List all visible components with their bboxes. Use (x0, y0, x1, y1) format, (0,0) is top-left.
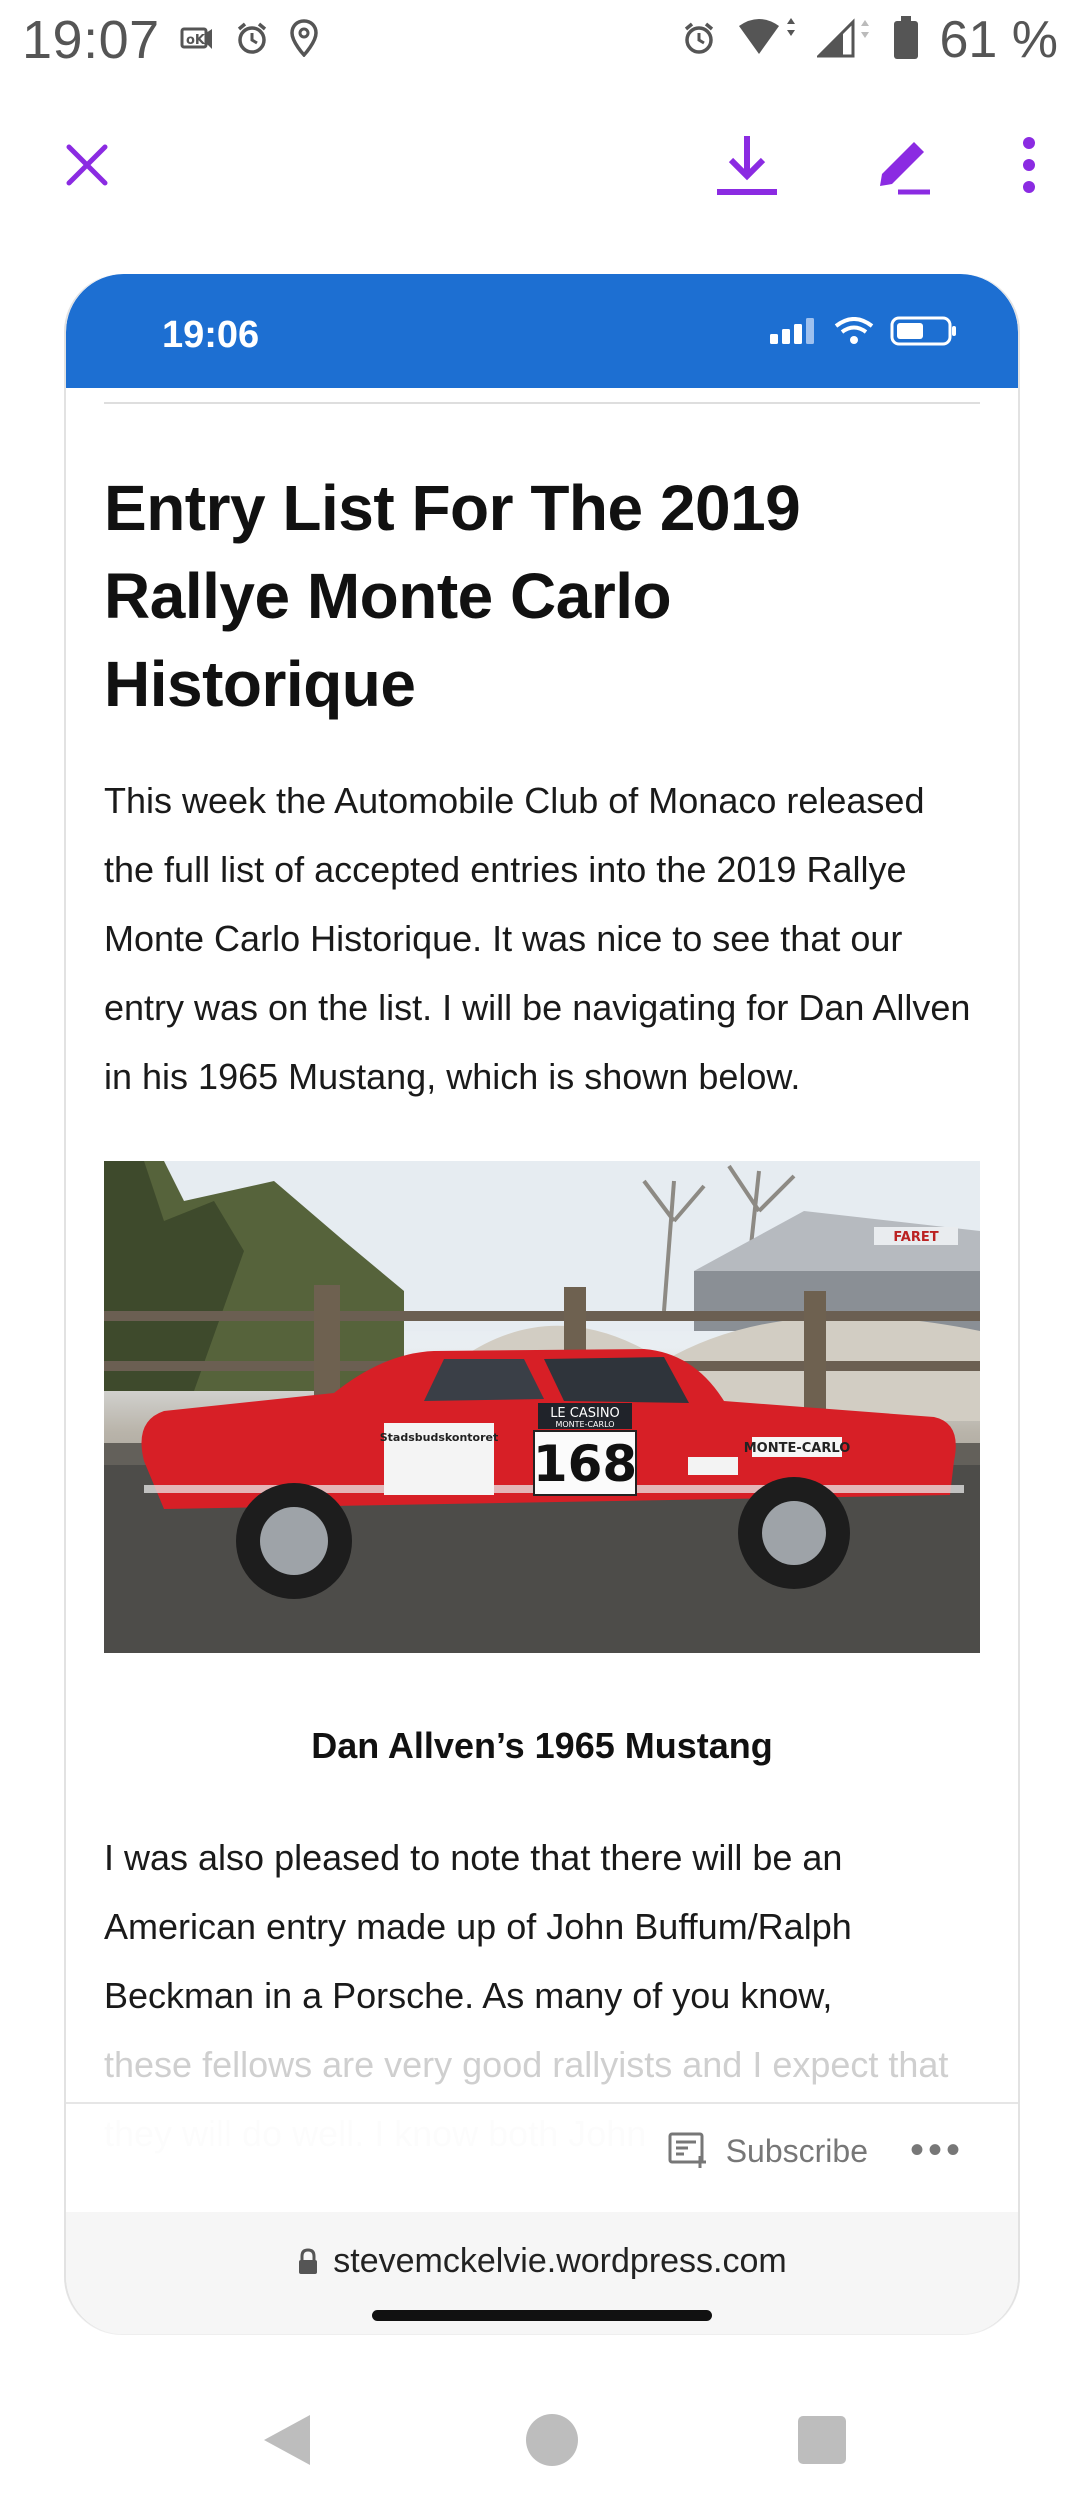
download-icon (715, 132, 779, 198)
system-status-bar (0, 0, 1080, 80)
nav-recents-button[interactable] (782, 2400, 862, 2480)
subscribe-bar (66, 2102, 1018, 2214)
recents-square-icon (796, 2414, 848, 2466)
location-icon (290, 19, 318, 62)
download-button[interactable] (712, 130, 782, 200)
building-sign: FARET (893, 1230, 939, 1245)
subscribe-label: Subscribe (725, 2132, 868, 2169)
blog-article (104, 464, 980, 2168)
casino-plaque-sub: MONTE-CARLO (555, 1420, 615, 1429)
article-paragraph-2: I was also pleased to note that there will be an American entry made up of John Buffum/Ralph Beckman in a Porsche. As many of you know, (104, 1837, 852, 2016)
ringtone-icon (180, 23, 214, 58)
close-icon (63, 141, 111, 189)
mustang-illustration (104, 1161, 980, 1653)
screenshot-preview (64, 274, 1020, 2334)
edit-icon (868, 132, 934, 198)
nav-back-button[interactable] (246, 2400, 326, 2480)
casino-plaque: LE CASINO (550, 1406, 620, 1421)
home-circle-icon (524, 2412, 580, 2468)
screenshot-toolbar (0, 110, 1080, 220)
android-nav-bar (0, 2400, 1080, 2520)
mustang-photo[interactable] (104, 1161, 980, 1653)
home-indicator[interactable] (372, 2310, 712, 2321)
signal-icon (817, 18, 873, 63)
wifi-icon (834, 317, 874, 345)
close-button[interactable] (52, 130, 122, 200)
battery-percent: 61 % (939, 11, 1058, 69)
article-paragraph-2-faded: these fellows are very good rallyists and I expect that (104, 2044, 949, 2085)
ios-status-bar (66, 274, 1018, 388)
edit-button[interactable] (866, 130, 936, 200)
system-time: 19:07 (22, 10, 160, 70)
more-vert-icon (1019, 135, 1039, 195)
back-triangle-icon (258, 2411, 314, 2469)
article-paragraph-1: This week the Automobile Club of Monaco released the full list of accepted entries into the 2019 Rallye Monte Carlo Historique. It was nice to see that our entry was on the list. I will be navigating for Dan Allven in his 1965 Mustang, which is shown below. (104, 780, 971, 1097)
url-text: stevemckelvie.wordpress.com (333, 2242, 787, 2280)
door-sticker: MONTE-CARLO (743, 1441, 851, 1456)
article-title: Entry List For The 2019 Rallye Monte Carlo Historique (104, 472, 801, 720)
subscribe-button[interactable] (668, 2132, 868, 2170)
cellular-signal-icon (768, 318, 818, 344)
header-divider (104, 402, 980, 404)
alarm-icon (234, 20, 270, 61)
ios-status-time: 19:06 (162, 314, 260, 356)
photo-caption: Dan Allven’s 1965 Mustang (311, 1725, 773, 1766)
alarm-icon (681, 20, 717, 61)
more-options-dots[interactable]: ••• (909, 2128, 964, 2172)
race-number: 168 (532, 1435, 638, 1493)
ios-battery-icon (890, 316, 958, 346)
svg-text:oK: oK (185, 32, 205, 48)
more-options-button[interactable] (994, 130, 1064, 200)
nav-home-button[interactable] (512, 2400, 592, 2480)
subscribe-icon (668, 2132, 710, 2170)
battery-icon (893, 16, 919, 65)
wifi-icon (737, 18, 797, 63)
lock-icon (297, 2248, 319, 2276)
side-panel-sticker: Stadsbudskontoret (379, 1431, 499, 1444)
